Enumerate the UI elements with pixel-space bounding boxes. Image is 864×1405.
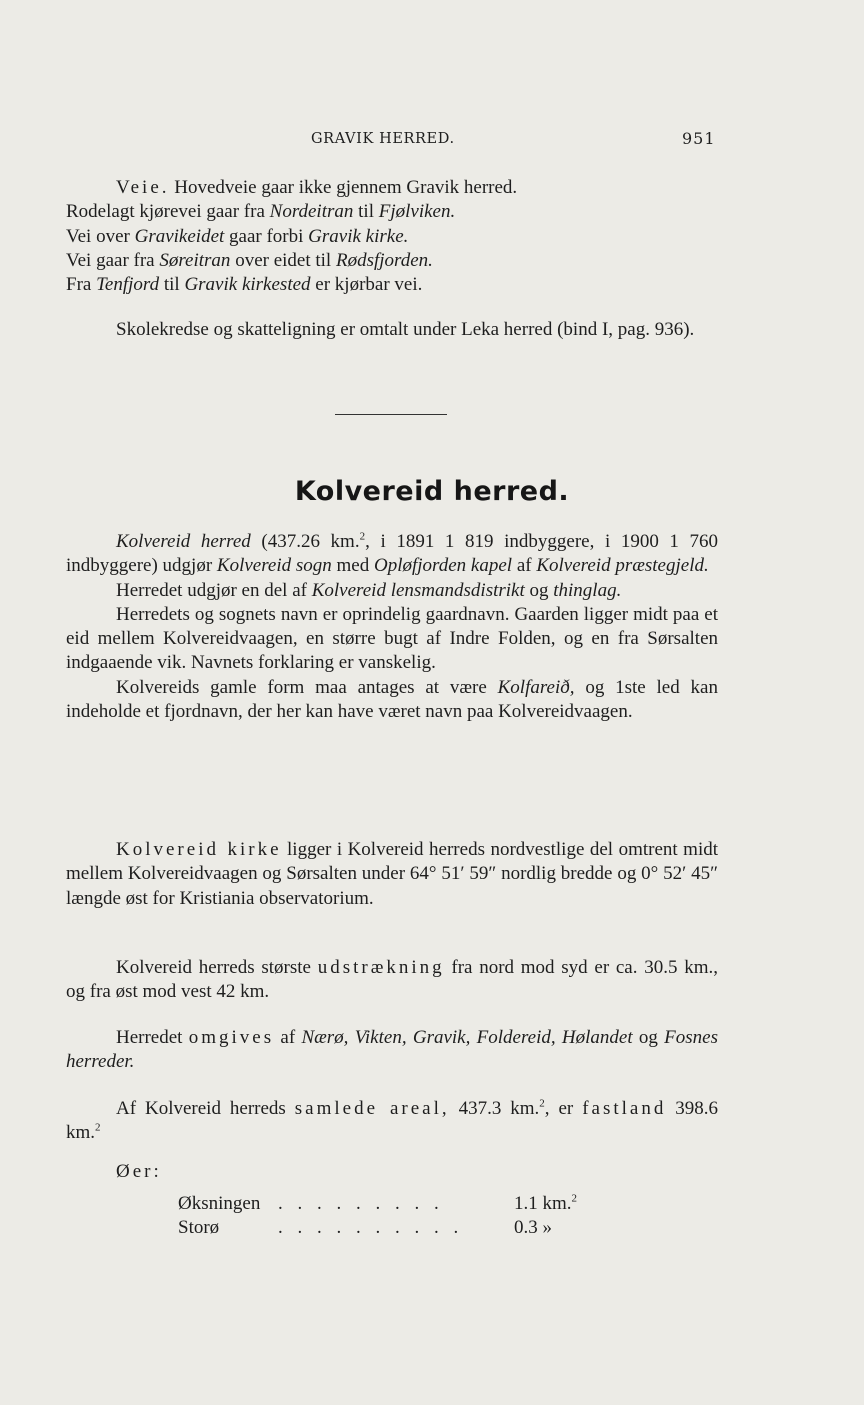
- veie-line-5: Fra Tenfjord til Gravik kirkested er kjørbar vei.: [66, 274, 423, 296]
- skole-paragraph: Skolekredse og skatteligning er omtalt under Leka herred (bind I, pag. 936).: [116, 319, 695, 340]
- section-divider: [335, 414, 447, 415]
- form-paragraph: Kolvereids gamle form maa antages at være Kolfareið, og 1ste led kan indeholde et fjordnavn, der her kan have været navn paa Kolvereidvaagen.: [66, 676, 718, 723]
- veie-line-2: Rodelagt kjørevei gaar fra Nordeitran til Fjølviken.: [66, 201, 456, 223]
- islands-label-line: [66, 1160, 718, 1184]
- running-title: GRAVIK HERRED.: [311, 131, 455, 147]
- veie-line-3: Vei over Gravikeidet gaar forbi Gravik kirke.: [66, 225, 409, 247]
- areal-paragraph: Af Kolvereid herreds samlede areal, 437.3 km.$^2$, er fastland 398.6 km.$^2$: [66, 1097, 719, 1144]
- veie-line-4: Vei gaar fra Søreitran over eidet til Rødsfjorden.: [66, 249, 433, 271]
- kirke-paragraph: Kolvereid kirke ligger i Kolvereid herreds nordvestlige del omtrent midt mellem Kolvereidvaagen og Sørsalten under 64° 51′ 59″ nordlig bredde og 0° 52′ 45″ længde øst for Kristiania observatorium.: [66, 839, 718, 909]
- veie-line-1: Veie. Hovedveie gaar ikke gjennem Gravik herred.: [116, 177, 518, 198]
- list-item: Storø . . . . . . . . . . 0.3 »: [178, 1217, 552, 1239]
- veie-section: [66, 176, 718, 297]
- islands-label: Øer:: [116, 1161, 162, 1182]
- list-item: Øksningen . . . . . . . . . 1.1 km.$^2$: [178, 1192, 578, 1214]
- section-heading: Kolvereid herred.: [294, 476, 570, 507]
- lensmand-paragraph: Herredet udgjør en del af Kolvereid lensmandsdistrikt og thinglag.: [116, 579, 622, 601]
- omgives-paragraph: Herredet omgives af Nærø, Vikten, Gravik, Foldereid, Hølandet og Fosnes herreder.: [66, 1027, 718, 1073]
- islands-list: [178, 1192, 598, 1241]
- udstrekning-paragraph: Kolvereid herreds største udstrækning fra nord mod syd er ca. 30.5 km., og fra øst mod vest 42 km.: [66, 957, 718, 1003]
- intro-paragraph: Kolvereid herred (437.26 km.$^2$, i 1891 1 819 indbyggere, i 1900 1 760 indbyggere) udgjør Kolvereid sogn med Opløfjorden kapel af Kolvereid præstegjeld. Herredet udgjør en del af Kolvereid lensmandsdistrikt og thinglag. Herredets og sognets navn er oprindelig gaardnavn. Gaarden ligger midt paa et eid mellem Kolvereidvaagen, en større bugt af Indre Folden, og en fra Sørsalten indgaaende vik. Navnets forklaring er vanskelig. Kolvereids gamle form maa antages at være Kolfareið, og 1ste led kan indeholde et fjordnavn, der her kan have været navn paa Kolvereidvaagen.: [66, 530, 718, 724]
- navn-paragraph: Herredets og sognets navn er oprindelig gaardnavn. Gaarden ligger midt paa et eid mellem Kolvereidvaagen, en større bugt af Indre Folden, og en fra Sørsalten indgaaende vik. Navnets forklaring er vanskelig.: [66, 603, 718, 674]
- page-number: 951: [682, 129, 716, 148]
